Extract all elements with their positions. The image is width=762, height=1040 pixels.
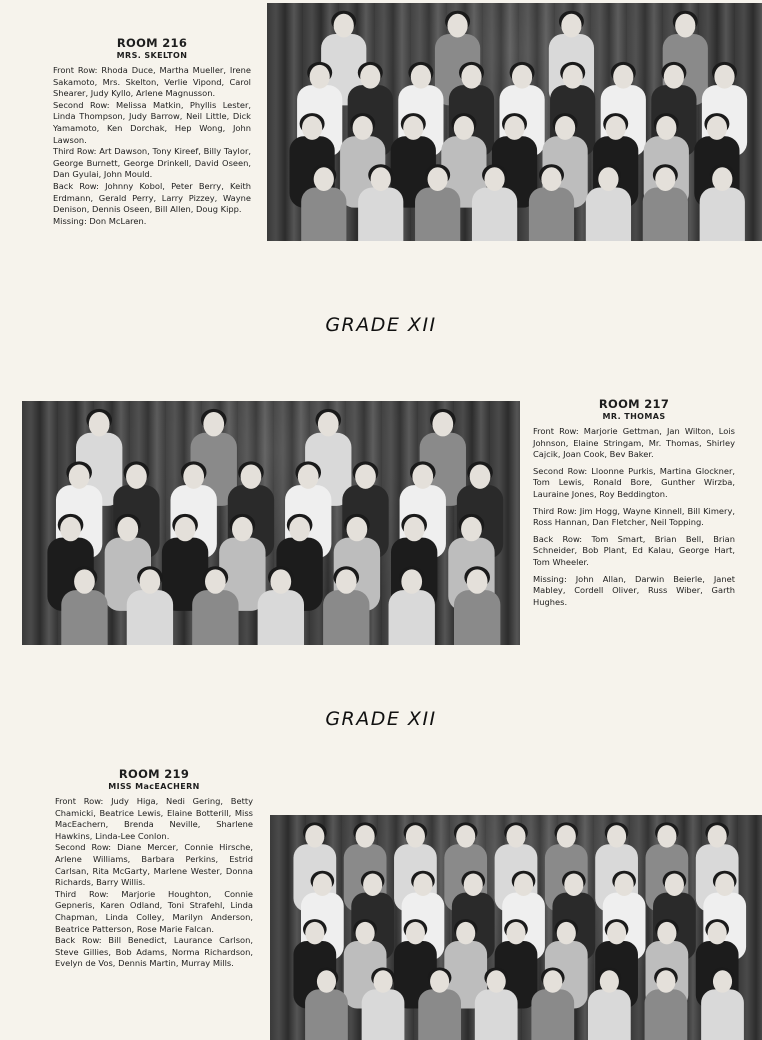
person-face — [712, 167, 732, 191]
person-face — [126, 464, 147, 488]
person-face — [289, 517, 310, 541]
person-face — [305, 922, 324, 945]
person-face — [464, 874, 483, 897]
person-face — [454, 116, 474, 140]
person-face — [74, 569, 95, 593]
photo-silhouettes — [22, 401, 520, 645]
person-face — [89, 412, 110, 436]
person-face — [600, 970, 619, 993]
grade-heading: GRADE XII — [325, 708, 437, 730]
person-face — [487, 970, 506, 993]
person-face — [314, 167, 334, 191]
person-face — [355, 464, 376, 488]
person-face — [484, 167, 504, 191]
person-face — [470, 464, 491, 488]
person-face — [561, 14, 581, 38]
room-216-second-row: Second Row: Melissa Matkin, Phyllis Lester, Linda Thompson, Judy Barrow, Neil Little, Dick Yamamoto, Ken Dorchak, Hep Wong, John Lawson. — [53, 99, 251, 145]
person-face — [715, 874, 734, 897]
room-216-missing: Missing: Don McLaren. — [53, 215, 147, 226]
person-body — [700, 187, 745, 241]
person-face — [504, 116, 524, 140]
person-face — [541, 167, 561, 191]
person-body — [362, 989, 405, 1040]
person-face — [69, 464, 90, 488]
person-face — [557, 922, 576, 945]
person-face — [406, 922, 425, 945]
photo-silhouettes — [270, 815, 762, 1040]
person-face — [360, 65, 380, 89]
person-body — [323, 590, 369, 645]
person-face — [413, 874, 432, 897]
person-face — [607, 825, 626, 848]
person-body — [418, 989, 461, 1040]
person-face — [432, 412, 453, 436]
person-face — [456, 922, 475, 945]
room-217-caption — [533, 397, 735, 613]
person-body — [415, 187, 460, 241]
person-face — [317, 970, 336, 993]
person-face — [656, 970, 675, 993]
room-219-title: ROOM 219 — [118, 767, 190, 781]
person-body — [305, 989, 348, 1040]
person-face — [461, 65, 481, 89]
person-face — [707, 116, 727, 140]
person-face — [714, 65, 734, 89]
person-face — [241, 464, 262, 488]
person-body — [301, 187, 346, 241]
grade-heading: GRADE XII — [325, 314, 437, 336]
person-body — [454, 590, 500, 645]
person-face — [347, 517, 368, 541]
person-face — [404, 517, 425, 541]
person-face — [371, 167, 391, 191]
room-217-missing: Missing: John Allan, Darwin Beierle, Janet Mabley, Cordell Oliver, Russ Wiber, Garth Hughes. — [533, 573, 735, 607]
person-face — [205, 569, 226, 593]
person-face — [305, 825, 324, 848]
person-face — [353, 116, 373, 140]
person-face — [183, 464, 204, 488]
person-face — [318, 412, 339, 436]
room-217-front-row: Front Row: Marjorie Gettman, Jan Wilton, Lois Johnson, Elaine Stringam, Mr. Thomas, Shirley Cajcik, Joan Cook, Bev Baker. — [533, 426, 735, 460]
person-face — [708, 825, 727, 848]
person-face — [373, 970, 392, 993]
room-216-back-row: Back Row: Johnny Kobol, Peter Berry, Keith Erdmann, Gerald Perry, Larry Pizzey, Wayne Denison, Dennis Oseen, Bill Allen, Doug Kipp. — [53, 180, 251, 215]
room-216-title: ROOM 216 — [116, 36, 188, 50]
room-217-third-row: Third Row: Jim Hogg, Wayne Kinnell, Bill Kimery, Ross Hannan, Dan Fletcher, Neil Topping. — [533, 505, 735, 528]
person-face — [363, 874, 382, 897]
person-face — [356, 825, 375, 848]
person-face — [428, 167, 448, 191]
person-body — [701, 989, 744, 1040]
person-body — [192, 590, 238, 645]
person-face — [655, 167, 675, 191]
person-face — [406, 825, 425, 848]
person-face — [606, 116, 626, 140]
room-219-back-row: Back Row: Bill Benedict, Laurance Carlson, Steve Gillies, Bob Adams, Norma Richardson, Evelyn de Vos, Dennis Martin, Murray Mills. — [55, 935, 253, 969]
photo-silhouettes — [267, 3, 762, 241]
person-face — [313, 874, 332, 897]
person-face — [310, 65, 330, 89]
person-face — [708, 922, 727, 945]
room-216-front-row: Front Row: Rhoda Duce, Martha Mueller, Irene Sakamoto, Mrs. Skelton, Verlie Vipond, Carol Shearer, Judy Kyllo, Arlene Magnusson. — [53, 65, 251, 99]
room-217-second-row: Second Row: Lloonne Purkis, Martina Glockner, Tom Lewis, Ronald Bore, Gunther Wirzba, Lauraine Jones, Roy Beddington. — [533, 465, 735, 499]
person-face — [467, 569, 488, 593]
person-face — [270, 569, 291, 593]
room-219-class-photo — [270, 815, 762, 1040]
room-217-back-row: Back Row: Tom Smart, Brian Bell, Brian Schneider, Bob Plant, Ed Kalau, George Hart, Tom Wheeler. — [533, 533, 735, 567]
person-face — [140, 569, 161, 593]
person-body — [531, 989, 574, 1040]
room-219-second-row: Second Row: Diane Mercer, Connie Hirsche, Arlene Williams, Barbara Perkins, Estrid Carlsan, Rita McGarty, Marlene Wester, Donna Richards, Barry Willis. — [55, 842, 253, 888]
room-216-teacher: MRS. SKELTON — [116, 51, 188, 60]
person-face — [557, 825, 576, 848]
person-face — [514, 874, 533, 897]
person-face — [203, 412, 224, 436]
person-body — [61, 590, 107, 645]
person-face — [664, 65, 684, 89]
person-face — [430, 970, 449, 993]
person-face — [656, 116, 676, 140]
person-body — [586, 187, 631, 241]
room-216-caption — [53, 36, 251, 227]
person-face — [512, 65, 532, 89]
person-face — [461, 517, 482, 541]
person-body — [258, 590, 304, 645]
person-face — [117, 517, 138, 541]
person-face — [298, 464, 319, 488]
room-217-teacher: MR. THOMAS — [602, 412, 666, 421]
person-face — [598, 167, 618, 191]
person-face — [713, 970, 732, 993]
person-face — [336, 569, 357, 593]
room-216-class-photo — [267, 3, 762, 241]
room-217-class-photo — [22, 401, 520, 645]
person-body — [389, 590, 435, 645]
person-face — [175, 517, 196, 541]
room-219-caption — [55, 767, 253, 970]
room-217-title: ROOM 217 — [598, 397, 670, 411]
person-body — [127, 590, 173, 645]
person-face — [403, 116, 423, 140]
person-face — [506, 922, 525, 945]
person-face — [456, 825, 475, 848]
person-face — [447, 14, 467, 38]
person-face — [613, 65, 633, 89]
person-face — [302, 116, 322, 140]
person-body — [475, 989, 518, 1040]
person-face — [356, 922, 375, 945]
person-body — [645, 989, 688, 1040]
room-216-third-row: Third Row: Art Dawson, Tony Kireef, Billy Taylor, George Burnett, George Drinkell, David Oseen, Dan Gyulai, John Mould. — [53, 146, 251, 180]
room-219-front-row: Front Row: Judy Higa, Nedi Gering, Betty Chamicki, Beatrice Lewis, Elaine Botterill, Miss MacEachern, Brenda Neville, Sharlene Hawkins, Linda-Lee Conlon. — [55, 796, 253, 841]
person-face — [665, 874, 684, 897]
person-body — [472, 187, 517, 241]
person-face — [60, 517, 81, 541]
person-face — [563, 65, 583, 89]
person-face — [657, 825, 676, 848]
person-face — [543, 970, 562, 993]
person-face — [615, 874, 634, 897]
person-body — [643, 187, 688, 241]
person-face — [411, 65, 431, 89]
person-body — [529, 187, 574, 241]
person-face — [555, 116, 575, 140]
room-219-third-row: Third Row: Marjorie Houghton, Connie Gepneris, Karen Odland, Toni Strafehl, Linda Chapman, Linda Colley, Marilyn Anderson, Beatrice Patterson, Rose Marie Falcan. — [55, 888, 253, 934]
person-face — [232, 517, 253, 541]
room-219-teacher: MISS MacEACHERN — [108, 782, 200, 791]
person-body — [358, 187, 403, 241]
person-face — [607, 922, 626, 945]
person-face — [401, 569, 422, 593]
person-face — [564, 874, 583, 897]
person-face — [657, 922, 676, 945]
person-body — [588, 989, 631, 1040]
person-face — [675, 14, 695, 38]
person-face — [506, 825, 525, 848]
person-face — [334, 14, 354, 38]
person-face — [412, 464, 433, 488]
